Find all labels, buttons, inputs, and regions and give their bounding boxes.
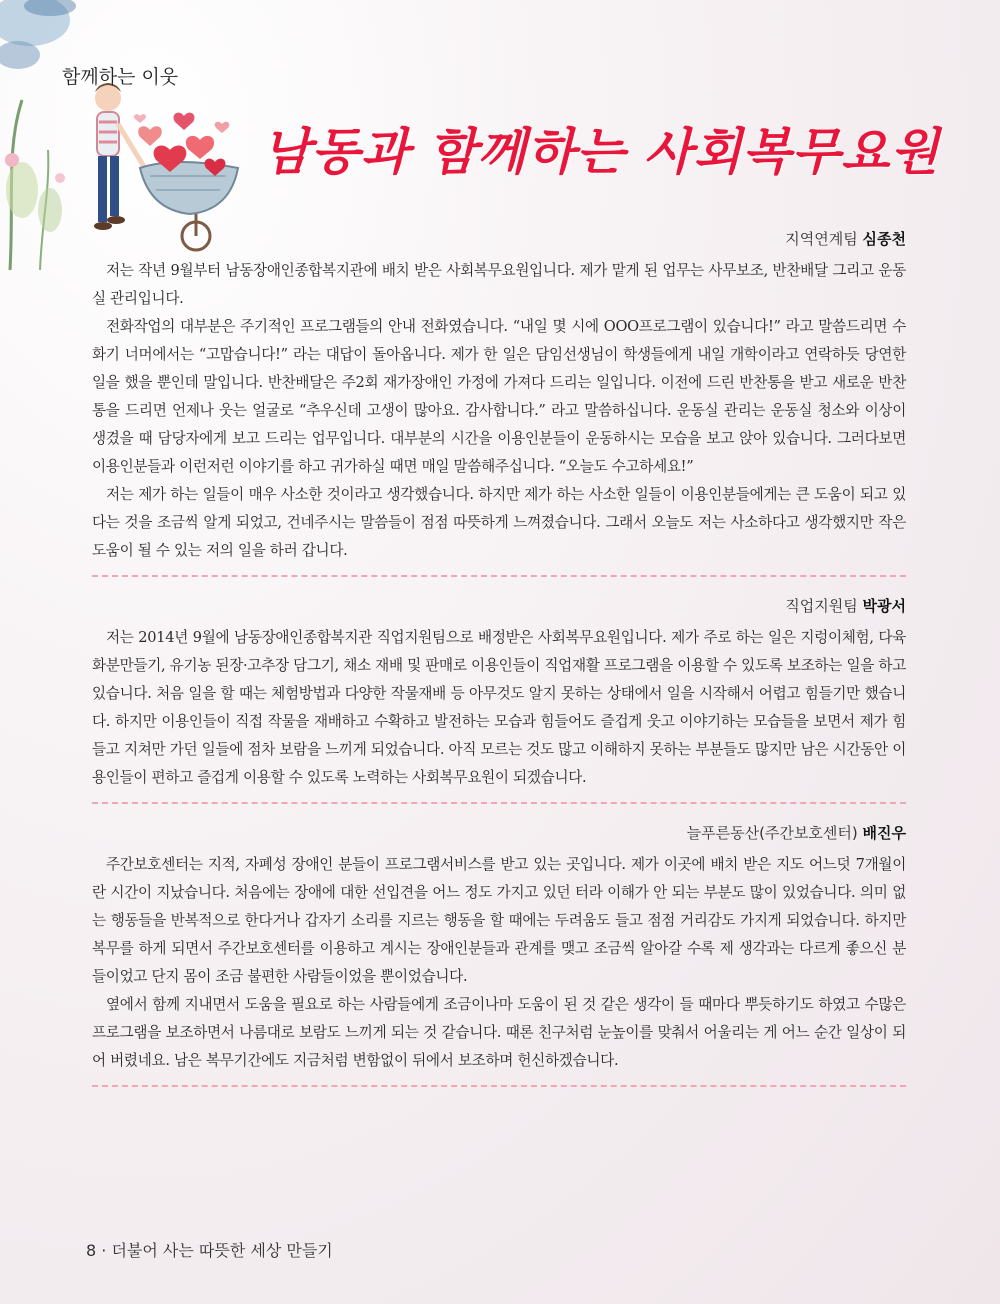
section-label: 함께하는 이웃 <box>62 66 179 88</box>
section-divider <box>92 802 906 804</box>
author-line <box>92 595 906 616</box>
author-name: 심종천 <box>862 230 906 248</box>
author-line <box>92 228 906 249</box>
paragraph: 전화작업의 대부분은 주기적인 프로그램들의 안내 전화였습니다. “내일 몇 시에 OOO프로그램이 있습니다!” 라고 말씀드리면 수화기 너머에서는 “고맙습니다!” 라는 대답이 돌아옵니다. 제가 한 일은 담임선생님이 학생들에게 내일 개학이라고 연락하듯 당연한 일을 했을 뿐인데 말입니다. 반찬배달은 주2회 재가장애인 가정에 가져다 드리는 일입니다. 이전에 드린 반찬통을 받고 새로운 반찬통을 드리면 언제나 웃는 얼굴로 “추우신데 고생이 많아요. 감사합니다.” 라고 말씀하십니다. 운동실 관리는 운동실 청소와 이상이 생겼을 때 담당자에게 보고 드리는 업무입니다. 대부분의 시간을 이용인분들이 운동하시는 모습을 보고 앉아 있습니다. 그러다보면 이용인분들과 이런저런 이야기를 하고 귀가하실 때면 매일 말씀해주십니다. “오늘도 수고하세요!” <box>92 318 906 475</box>
page-footer <box>86 1238 333 1261</box>
paragraph: 저는 작년 9월부터 남동장애인종합복지관에 배치 받은 사회복무요원입니다. 제가 맡게 된 업무는 사무보조, 반찬배달 그리고 운동실 관리입니다. <box>92 262 906 307</box>
author-team: 늘푸른동산(주간보호센터) <box>686 824 858 842</box>
section-divider <box>92 575 906 577</box>
author-line <box>92 822 906 843</box>
page-number: 8 <box>86 1241 97 1260</box>
author-team: 직업지원팀 <box>785 597 858 615</box>
footer-separator: · <box>101 1241 107 1260</box>
paragraph: 주간보호센터는 지적, 자폐성 장애인 분들이 프로그램서비스를 받고 있는 곳입니다. 제가 이곳에 배치 받은 지도 어느덧 7개월이란 시간이 지났습니다. 처음에는 장애에 대한 선입견을 어느 정도 가지고 있던 터라 이해가 안 되는 부분도 많이 있었습니다. 의미 없는 행동들을 반복적으로 한다거나 갑자기 소리를 지르는 행동을 할 때에는 두려움도 들고 점점 거리감도 가지게 되었습니다. 하지만 복무를 하게 되면서 주간보호센터를 이용하고 계시는 장애인분들과 관계를 맺고 조금씩 알아갈 수록 제 생각과는 다르게 좋으신 분들이었고 단지 몸이 조금 불편한 사람들이었을 뿐이었습니다. <box>92 856 906 985</box>
author-name: 박광서 <box>862 597 906 615</box>
article-content <box>92 228 906 1105</box>
page-title: 남동과 함께하는 사회복무요원 <box>262 123 940 181</box>
paragraph: 저는 제가 하는 일들이 매우 사소한 것이라고 생각했습니다. 하지만 제가 하는 사소한 일들이 이용인분들에게는 큰 도움이 되고 있다는 것을 조금씩 알게 되었고, 건네주시는 말씀들이 점점 따뜻하게 느껴졌습니다. 그래서 오늘도 저는 사소하다고 생각했지만 작은 도움이 될 수 있는 저의 일을 하러 갑니다. <box>92 486 906 559</box>
paragraph: 옆에서 함께 지내면서 도움을 필요로 하는 사람들에게 조금이나마 도움이 된 것 같은 생각이 들 때마다 뿌듯하기도 하였고 수많은 프로그램을 보조하면서 나름대로 보람도 느끼게 되는 것 같습니다. 때론 친구처럼 눈높이를 맞춰서 어울리는 게 어느 순간 일상이 되어 버렸네요. 남은 복무기간에도 지금처럼 변함없이 뒤에서 보조하며 헌신하겠습니다. <box>92 996 906 1069</box>
author-name: 배진우 <box>862 824 906 842</box>
section-divider <box>92 1085 906 1087</box>
author-team: 지역연계팀 <box>785 230 858 248</box>
paragraph: 저는 2014년 9월에 남동장애인종합복지관 직업지원팀으로 배정받은 사회복무요원입니다. 제가 주로 하는 일은 지렁이체험, 다육화분만들기, 유기농 된장·고추장 담그기, 채소 재배 및 판매로 이용인들이 직업재활 프로그램을 이용할 수 있도록 보조하는 일을 하고 있습니다. 처음 일을 할 때는 체험방법과 다양한 작물재배 등 아무것도 알지 못하는 상태에서 일을 시작해서 어렵고 힘들기만 했습니다. 하지만 이용인들이 직접 작물을 재배하고 수확하고 발전하는 모습과 힘들어도 즐겁게 웃고 이야기하는 모습들을 보면서 제가 힘들고 지쳐만 가던 일들에 점차 보람을 느끼게 되었습니다. 아직 모르는 것도 많고 이해하지 못하는 부분들도 많지만 남은 시간동안 이용인들이 편하고 즐겁게 이용할 수 있도록 노력하는 사회복무요원이 되겠습니다. <box>92 629 906 786</box>
publication-name: 더불어 사는 따뜻한 세상 만들기 <box>111 1241 333 1260</box>
